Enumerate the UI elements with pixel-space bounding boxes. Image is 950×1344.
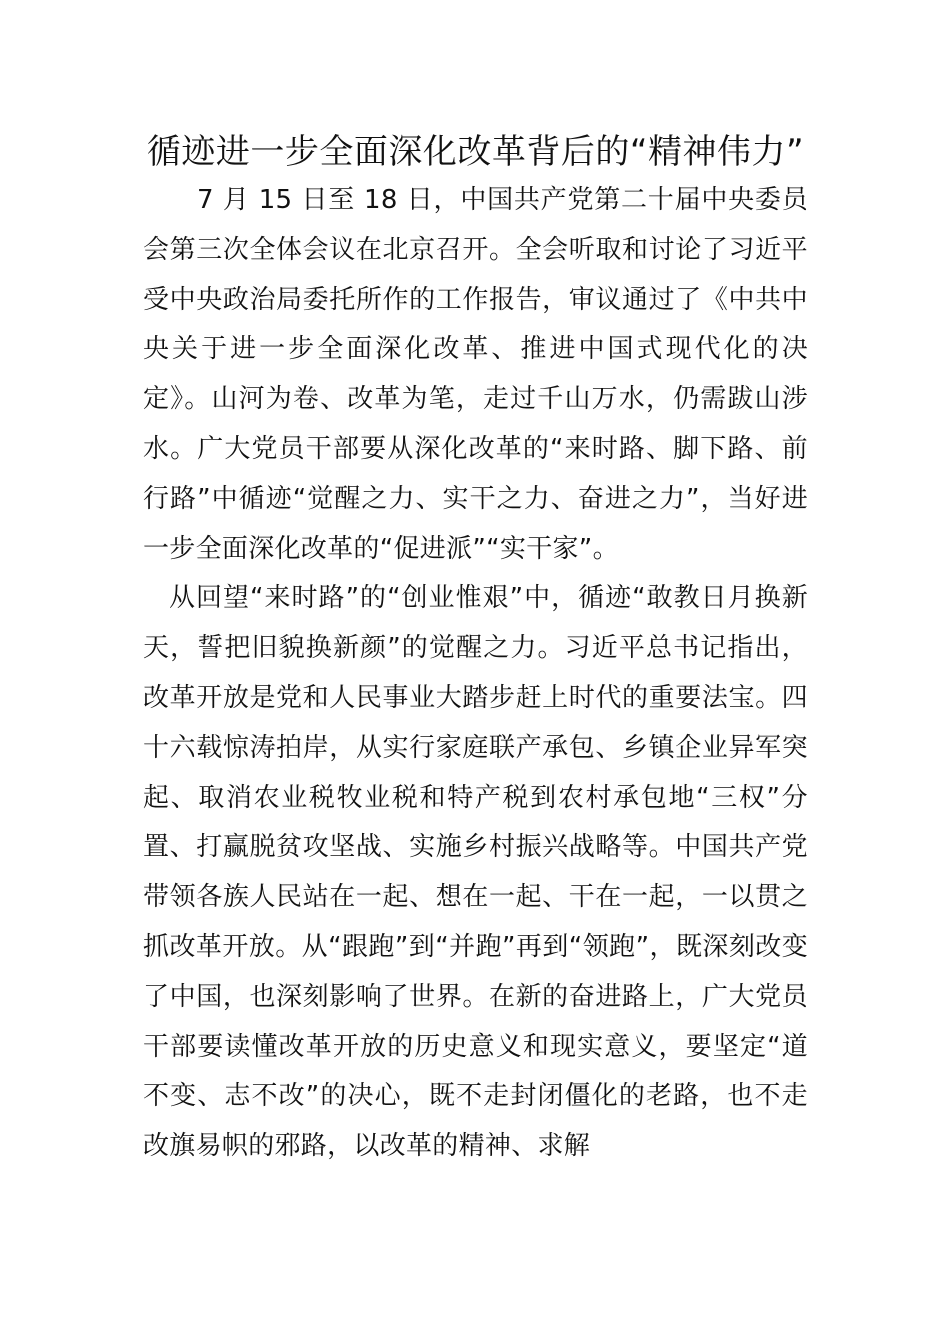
paragraph-2: 从回望“来时路”的“创业惟艰”中，循迹“敢教日月换新天，誓把旧貌换新颜”的觉醒之力。习近平总书记指出，改革开放是党和人民事业大踏步赶上时代的重要法宝。四十六载惊涛拍岸，从实行家庭联产承包、乡镇企业异军突起、取消农业税牧业税和特产税到农村承包地“三权”分置、打赢脱贫攻坚战、实施乡村振兴战略等。中国共产党带领各族人民站在一起、想在一起、干在一起，一以贯之抓改革开放。从“跟跑”到“并跑”再到“领跑”，既深刻改变了中国，也深刻影响了世界。在新的奋进路上，广大党员干部要读懂改革开放的历史意义和现实意义，要坚定“道不变、志不改”的决心，既不走封闭僵化的老路，也不走改旗易帜的邪路，以改革的精神、求解 (143, 583, 808, 1162)
document-page (143, 128, 808, 1172)
paragraph-1: 7 月 15 日至 18 日，中国共产党第二十届中央委员会第三次全体会议在北京召开。全会听取和讨论了习近平受中央政治局委托所作的工作报告，审议通过了《中共中央关于进一步全面深化改革、推进中国式现代化的决定》。山河为卷、改革为笔，走过千山万水，仍需跋山涉水。广大党员干部要从深化改革的“来时路、脚下路、前行路”中循迹“觉醒之力、实干之力、奋进之力”，当好进一步全面深化改革的“促进派”“实干家”。 (143, 185, 808, 564)
document-title: 循迹进一步全面深化改革背后的“精神伟力” (146, 132, 805, 172)
